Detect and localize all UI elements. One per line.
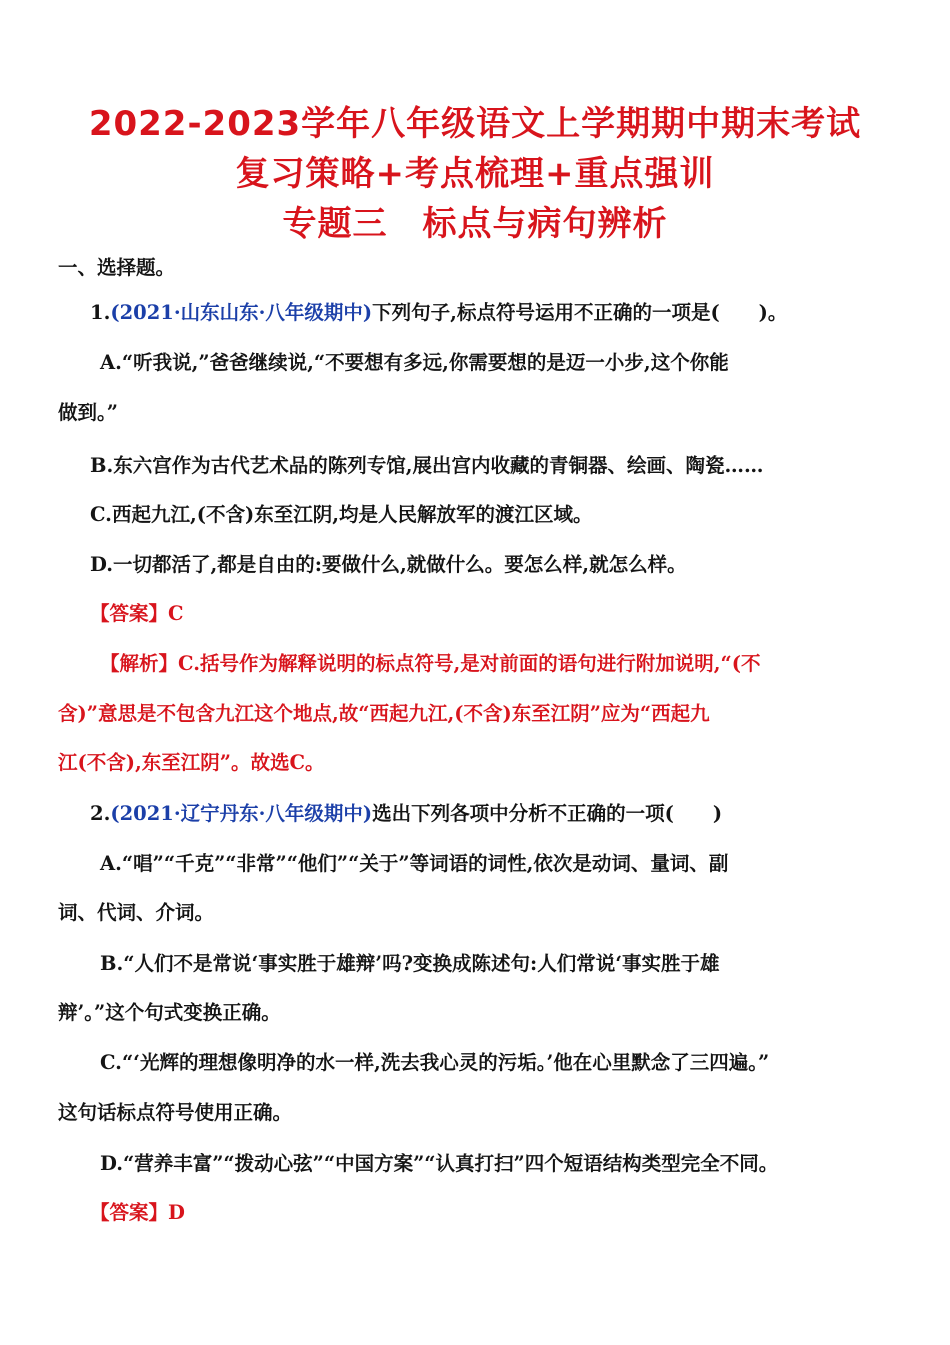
- q2-answer-label: 【答案】: [90, 1201, 169, 1224]
- q1-answer: [90, 601, 930, 627]
- q1-number: 1.: [90, 301, 111, 324]
- q2-option-b-line-2: 辩’。”这个句式变换正确。: [58, 1001, 281, 1024]
- q1-stem-line: [90, 300, 930, 326]
- q2-option-a-line-2: 词、代词、介词。: [58, 901, 215, 924]
- q1-source: (2021·山东山东·八年级期中): [110, 301, 373, 324]
- q1-option-c: C.西起九江,(不含)东至江阴,均是人民解放军的渡江区域。: [90, 503, 593, 526]
- q2-answer-value: D: [168, 1201, 185, 1224]
- q2-option-c-line-2: 这句话标点符号使用正确。: [58, 1101, 293, 1124]
- doc-title-line-1: 2022-2023学年八年级语文上学期期中期末考试: [88, 104, 862, 144]
- q1-stem: 下列句子,标点符号运用不正确的一项是( )。: [372, 301, 788, 324]
- q2-option-a-line-1: A.“唱”“千克”“非常”“他们”“关于”等词语的词性,依次是动词、量词、副: [100, 852, 729, 875]
- q1-option-a-line-2: 做到。”: [58, 401, 118, 424]
- q1-answer-label: 【答案】: [90, 602, 169, 625]
- q2-option-b-line-1: B.“人们不是常说‘事实胜于雄辩’吗?变换成陈述句:人们常说‘事实胜于雄: [100, 952, 720, 975]
- q1-analysis-label: 【解析】: [100, 652, 179, 675]
- q1-analysis-line-3: 江(不含),东至江阴”。故选C。: [58, 751, 325, 774]
- q1-option-a-line-1: A.“听我说,”爸爸继续说,“不要想有多远,你需要想的是迈一小步,这个你能: [100, 351, 729, 374]
- doc-title-line-3: 专题三 标点与病句辨析: [282, 204, 668, 244]
- q2-stem: 选出下列各项中分析不正确的一项( ): [372, 802, 723, 825]
- q2-stem-line: [90, 801, 930, 827]
- q1-option-b: B.东六宫作为古代艺术品的陈列专馆,展出宫内收藏的青铜器、绘画、陶瓷……: [90, 454, 764, 477]
- q2-option-c-line-1: C.“‘光辉的理想像明净的水一样,洗去我心灵的污垢。’他在心里默念了三四遍。”: [100, 1051, 770, 1074]
- q1-option-d: D.一切都活了,都是自由的:要做什么,就做什么。要怎么样,就怎么样。: [90, 553, 687, 576]
- q2-source: (2021·辽宁丹东·八年级期中): [110, 802, 373, 825]
- section-heading: 一、选择题。: [58, 256, 176, 279]
- q2-number: 2.: [90, 802, 111, 825]
- q1-answer-value: C: [168, 602, 184, 625]
- q1-analysis-line-2: 含)”意思是不包含九江这个地点,故“西起九江,(不含)东至江阴”应为“西起九: [58, 702, 710, 725]
- q1-analysis-text-1: C.括号作为解释说明的标点符号,是对前面的语句进行附加说明,“(不: [178, 652, 761, 675]
- q2-answer: [90, 1200, 930, 1226]
- q1-analysis-line-1: [100, 651, 940, 677]
- q2-option-d: D.“营养丰富”“拨动心弦”“中国方案”“认真打扫”四个短语结构类型完全不同。: [100, 1152, 779, 1175]
- doc-title-line-2: 复习策略+考点梳理+重点强训: [235, 154, 715, 194]
